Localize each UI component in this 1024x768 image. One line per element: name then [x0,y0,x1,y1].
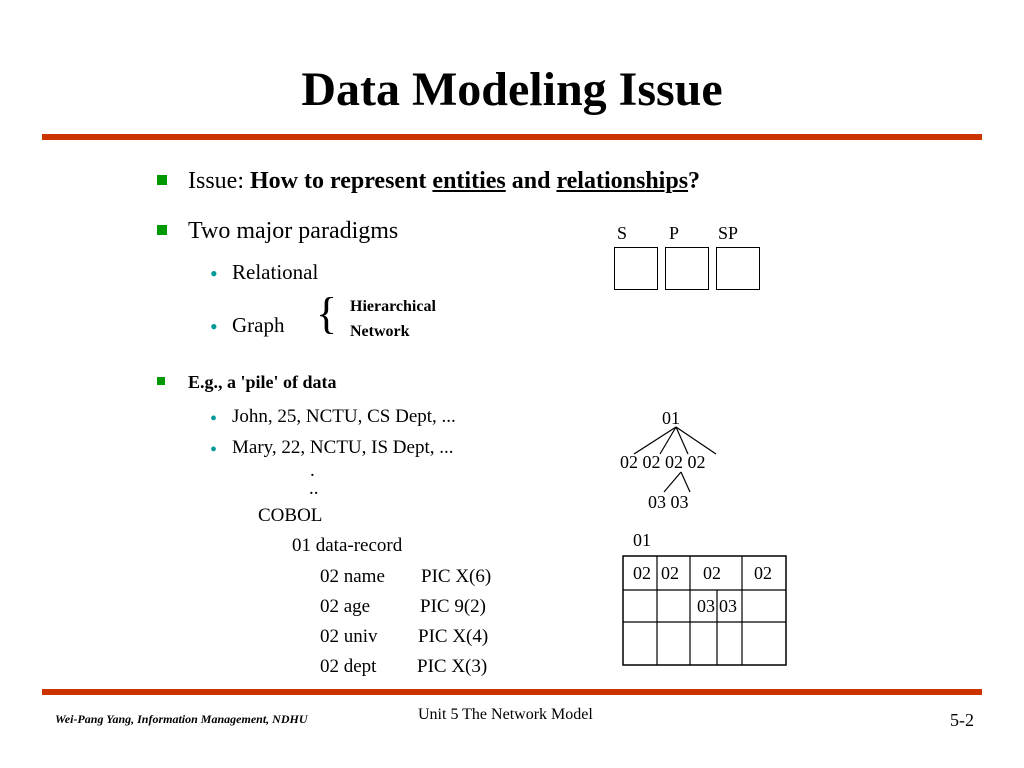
grid-cell: 02 [633,563,651,583]
cobol-field-name: 02 univ [320,626,378,647]
grid-cell: 03 [697,596,715,616]
record-john: John, 25, NCTU, CS Dept, ... [232,406,456,427]
bullet-example: E.g., a 'pile' of data [188,372,337,392]
cobol-field-name: 02 dept [320,656,377,677]
issue-and: and [505,168,557,194]
table-label-p: P [669,223,680,243]
bullet-paradigms: Two major paradigms [188,218,399,244]
issue-part1: How to represent [250,168,433,194]
dot-bullet-icon: • [210,314,218,339]
slide-title: Data Modeling Issue [301,63,723,116]
tree-level3: 03 03 [648,492,689,512]
dot-bullet-icon: • [210,439,218,461]
tree-root: 01 [662,408,680,428]
table-label-sp: SP [718,223,739,243]
cobol-field-pic: PIC 9(2) [420,596,486,617]
cobol-field-pic: PIC X(4) [418,626,489,647]
issue-q: ? [688,168,701,194]
record-mary: Mary, 22, NCTU, IS Dept, ... [232,437,454,458]
page-number: 5-2 [950,710,974,730]
cobol-field-pic: PIC X(6) [421,566,492,587]
footer-author: Wei-Pang Yang, Information Management, NDHU [55,712,308,726]
grid-cell: 02 [754,563,772,583]
entities-text: entities [432,168,506,194]
cobol-record: 01 data-record [292,535,403,556]
graph-type-hierarchical: Hierarchical [350,298,436,315]
cobol-field-name: 02 name [320,566,385,587]
cobol-field-pic: PIC X(3) [417,656,488,677]
footer-unit: Unit 5 The Network Model [418,706,593,723]
grid-cell: 02 [703,563,721,583]
tree-level2: 02 02 02 02 [620,452,706,472]
dot-bullet-icon: • [210,261,218,286]
dot-bullet-icon: • [210,408,218,430]
table-label-s: S [617,223,628,243]
footer-rule [42,689,982,695]
brace-icon: { [316,289,338,338]
sub-relational: Relational [232,260,319,284]
relationships-text: relationships [556,168,689,194]
graph-type-network: Network [350,323,410,340]
ellipsis-dots: .. [309,478,319,499]
grid-label: 01 [633,530,651,550]
ellipsis-dot: . [310,460,315,481]
sub-graph: Graph [232,313,285,337]
cobol-field-name: 02 age [320,596,371,617]
grid-cell: 02 [661,563,679,583]
issue-prefix: Issue: [188,168,250,194]
grid-cell: 03 [719,596,737,616]
cobol-heading: COBOL [258,505,323,526]
